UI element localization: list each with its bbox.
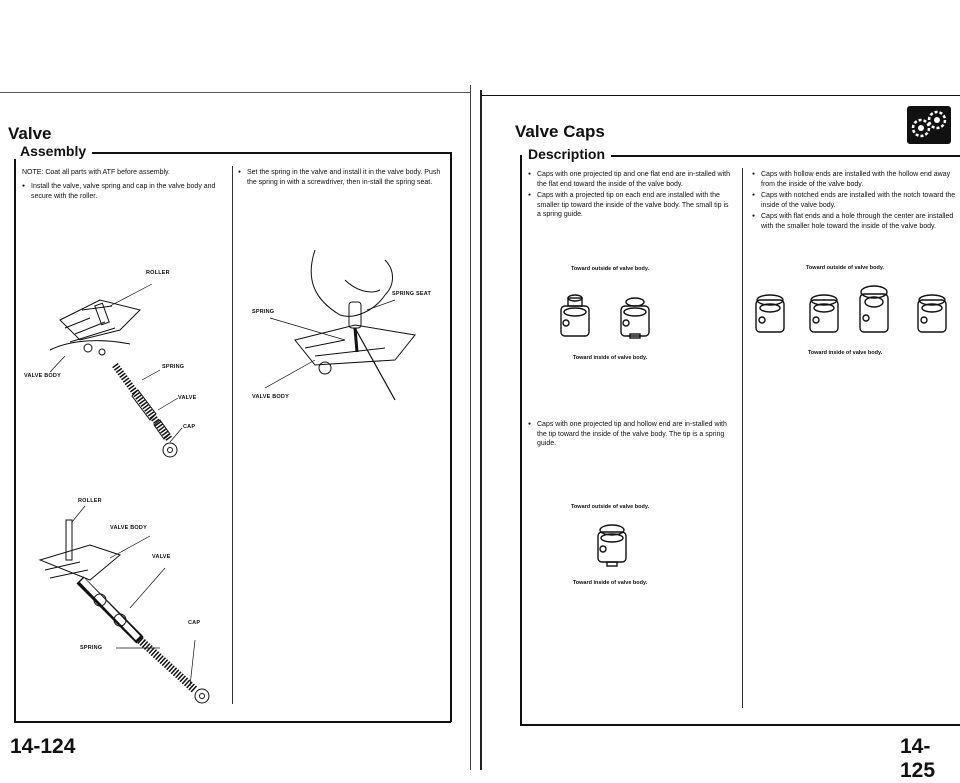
label-spring-1: SPRING xyxy=(162,364,185,370)
bullet-flat-ends-hole: ● Caps with flat ends and a hole through the center are installed with the smaller hole toward the inside of the valve body. xyxy=(752,212,957,231)
description-col1-b xyxy=(528,420,733,451)
transmission-gear-icon xyxy=(907,106,951,144)
leader-valve-body xyxy=(50,356,65,372)
step-set-spring: ● Set the spring in the valve and install it in the valve body. Push the spring in with a screwdriver, then in-stall the spring seat. xyxy=(238,168,443,187)
label-spring-3: SPRING xyxy=(252,309,275,315)
section-title-description: Description xyxy=(522,146,611,162)
assembly-note: NOTE: Coat all parts with ATF before assembly. xyxy=(22,169,170,176)
label-valve-body-2: VALVE BODY xyxy=(110,525,147,531)
bullet-notched-ends: ● Caps with notched ends are installed with the notch toward the inside of the valve body. xyxy=(752,191,957,210)
bullet-hollow-ends: ● Caps with hollow ends are installed with the hollow end away from the inside of the valve body. xyxy=(752,170,957,189)
frame-left-bottom xyxy=(14,721,451,723)
assembly-steps-col1 xyxy=(22,182,227,203)
label-roller-1: ROLLER xyxy=(146,270,170,276)
label-valve-1: VALVE xyxy=(178,395,197,401)
caption-inside-1: Toward inside of valve body. xyxy=(572,355,648,361)
caption-inside-2: Toward inside of valve body. xyxy=(572,580,648,586)
description-col1-a xyxy=(528,170,733,222)
step-install-valve: ● Install the valve, valve spring and cap in the valve body and secure with the roller. xyxy=(22,182,227,201)
label-spring-2: SPRING xyxy=(80,645,103,651)
page-number-right: 14-125 xyxy=(900,735,936,782)
top-rule-left xyxy=(0,92,470,93)
frame-left-edge xyxy=(14,152,16,722)
label-cap-1: CAP xyxy=(183,424,196,430)
spine-shadow xyxy=(480,90,482,770)
bullet-projected-tips: ● Caps with a projected tip on each end are installed with the smaller tip toward the inside of the valve body. The small tip is a spring guide. xyxy=(528,191,733,220)
label-valve-body-1: VALVE BODY xyxy=(24,373,61,379)
spine-line xyxy=(470,85,471,770)
section-title-assembly: Assembly xyxy=(14,143,92,159)
caps-figure-3 xyxy=(752,282,957,342)
top-rule-right xyxy=(482,95,960,96)
frame-left-right-edge xyxy=(450,152,452,722)
figure-valve-assembly xyxy=(20,270,230,470)
page-number-left: 14-124 xyxy=(10,735,76,758)
caption-outside-2: Toward outside of valve body. xyxy=(570,504,650,510)
frame-right-left-edge xyxy=(520,155,522,725)
figure-valve-spring xyxy=(30,500,230,710)
label-valve-body-3: VALVE BODY xyxy=(252,394,289,400)
leader-cap xyxy=(170,428,182,442)
column-divider-left xyxy=(232,166,233,704)
leader-valve-2 xyxy=(130,568,165,608)
leader-valve-body-2 xyxy=(110,536,150,558)
leader-spring xyxy=(142,370,160,380)
caps-figure-1 xyxy=(555,290,665,340)
leader-valve xyxy=(158,398,178,410)
description-col2 xyxy=(752,170,957,233)
bullet-hollow-end: ● Caps with one projected tip and hollow end are in-stalled with the tip toward the inside of the valve body. The tip is a spring guide. xyxy=(528,420,733,449)
page-title-right: Valve Caps xyxy=(515,122,605,141)
page-title-left: Valve xyxy=(8,124,52,143)
column-divider-right xyxy=(742,168,743,708)
label-valve-2: VALVE xyxy=(152,554,171,560)
caption-outside-1: Toward outside of valve body. xyxy=(570,266,650,272)
caps-figure-2 xyxy=(592,522,632,572)
assembly-steps-col2 xyxy=(238,168,443,189)
caption-inside-3: Toward inside of valve body. xyxy=(807,350,883,356)
leader-cap-2 xyxy=(190,640,195,686)
label-spring-seat: SPRING SEAT xyxy=(392,291,432,297)
leader-spring-seat xyxy=(367,300,395,310)
caption-outside-3: Toward outside of valve body. xyxy=(805,265,885,271)
label-cap-2: CAP xyxy=(188,620,201,626)
label-roller-2: ROLLER xyxy=(78,498,102,504)
bullet-flat-end: ● Caps with one projected tip and one flat end are in-stalled with the flat end toward the inside of the valve body. xyxy=(528,170,733,189)
frame-right-bottom xyxy=(520,724,960,726)
leader-roller-2 xyxy=(72,506,85,522)
figure-spring-seat xyxy=(245,240,445,410)
leader-roller xyxy=(110,284,152,306)
leader-valve-body-3 xyxy=(265,360,315,388)
